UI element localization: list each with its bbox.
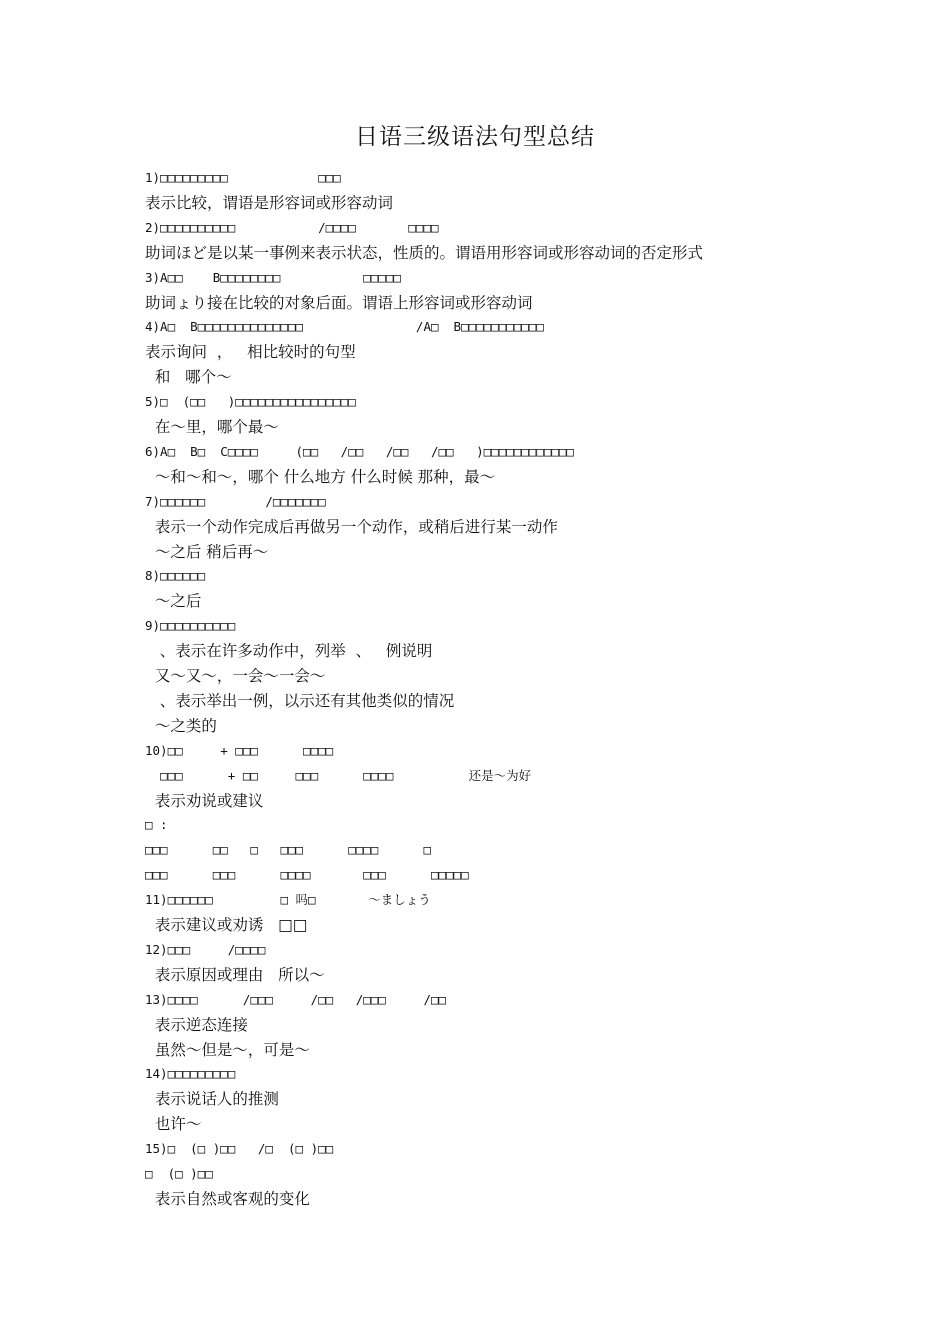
grammar-pattern-line: 1)□□□□□□□□□ □□□: [145, 170, 341, 185]
explanation-line: ～之后 稍后再～: [145, 542, 269, 561]
explanation-line: 表示建议或劝诱 □□: [145, 916, 308, 934]
explanation-line: 、表示举出一例，以示还有其他类似的情况: [145, 691, 455, 710]
explanation-line: 、表示在许多动作中，列举 、 例说明: [145, 642, 433, 661]
explanation-line: 又～又～，一会～一会～: [145, 667, 326, 685]
explanation-line: 表示说话人的推测: [145, 1090, 279, 1109]
grammar-pattern-line: □ :: [145, 817, 168, 833]
grammar-pattern-line: 7)□□□□□□ /□□□□□□□: [145, 493, 326, 509]
grammar-pattern-line: 9)□□□□□□□□□□: [145, 618, 236, 634]
explanation-line: 虽然～但是～，可是～: [145, 1040, 310, 1059]
grammar-pattern-line: 5)□ (□□ )□□□□□□□□□□□□□□□□: [145, 394, 356, 410]
grammar-pattern-line: □□□ + □□ □□□ □□□□ 还是～为好: [145, 767, 532, 783]
grammar-pattern-line: □□□ □□ □ □□□ □□□□ □: [145, 842, 431, 858]
explanation-line: 表示逆态连接: [145, 1015, 248, 1034]
explanation-line: 在～里，哪个最～: [145, 418, 279, 436]
explanation-line: ～和～和～，哪个 什么地方 什么时候 那种，最～: [145, 467, 496, 486]
grammar-pattern-line: □□□ □□□ □□□□ □□□ □□□□□: [145, 867, 469, 883]
grammar-pattern-line: 10)□□ + □□□ □□□□: [145, 742, 334, 758]
grammar-pattern-line: 13)□□□□ /□□□ /□□ /□□□ /□□: [145, 991, 447, 1007]
explanation-line: 表示比较，谓语是形容词或形容动词: [145, 193, 394, 212]
explanation-line: 表示原因或理由 所以～: [145, 965, 325, 984]
explanation-line: ～之后: [145, 592, 202, 611]
explanation-line: 表示劝说或建议: [145, 791, 264, 810]
grammar-pattern-line: 11)□□□□□□ □ 吗□ ～ましょう: [145, 892, 431, 908]
grammar-pattern-line: 2)□□□□□□□□□□ /□□□□ □□□□: [145, 219, 439, 235]
grammar-pattern-line: 8)□□□□□□: [145, 568, 206, 584]
grammar-pattern-line: 12)□□□ /□□□□: [145, 941, 266, 957]
grammar-pattern-line: 4)A□ B□□□□□□□□□□□□□□ /A□ B□□□□□□□□□□□: [145, 319, 544, 335]
explanation-line: 表示自然或客观的变化: [145, 1189, 310, 1208]
explanation-line: 表示一个动作完成后再做另一个动作，或稍后进行某一动作: [145, 517, 558, 536]
explanation-line: 助词ほど是以某一事例来表示状态，性质的。谓语用形容词或形容动词的否定形式: [145, 243, 704, 262]
explanation-line: 表示询问 ， 相比较时的句型: [145, 343, 356, 362]
explanation-line: 助词ょり接在比较的对象后面。谓语上形容词或形容动词: [145, 293, 533, 312]
grammar-pattern-line: 3)A□□ B□□□□□□□□ □□□□□: [145, 269, 401, 285]
page-title: 日语三级语法句型总结: [355, 124, 595, 150]
grammar-pattern-line: 14)□□□□□□□□□: [145, 1066, 236, 1082]
explanation-line: ～之类的: [145, 716, 217, 735]
grammar-pattern-line: 6)A□ B□ C□□□□ (□□ /□□ /□□ /□□ )□□□□□□□□□□□□: [145, 443, 574, 459]
grammar-pattern-line: 15)□ (□ )□□ /□ (□ )□□: [145, 1141, 334, 1157]
explanation-line: 和 哪个～: [145, 368, 232, 387]
grammar-pattern-line: □ (□ )□□: [145, 1166, 213, 1181]
explanation-line: 也许～: [145, 1115, 202, 1134]
